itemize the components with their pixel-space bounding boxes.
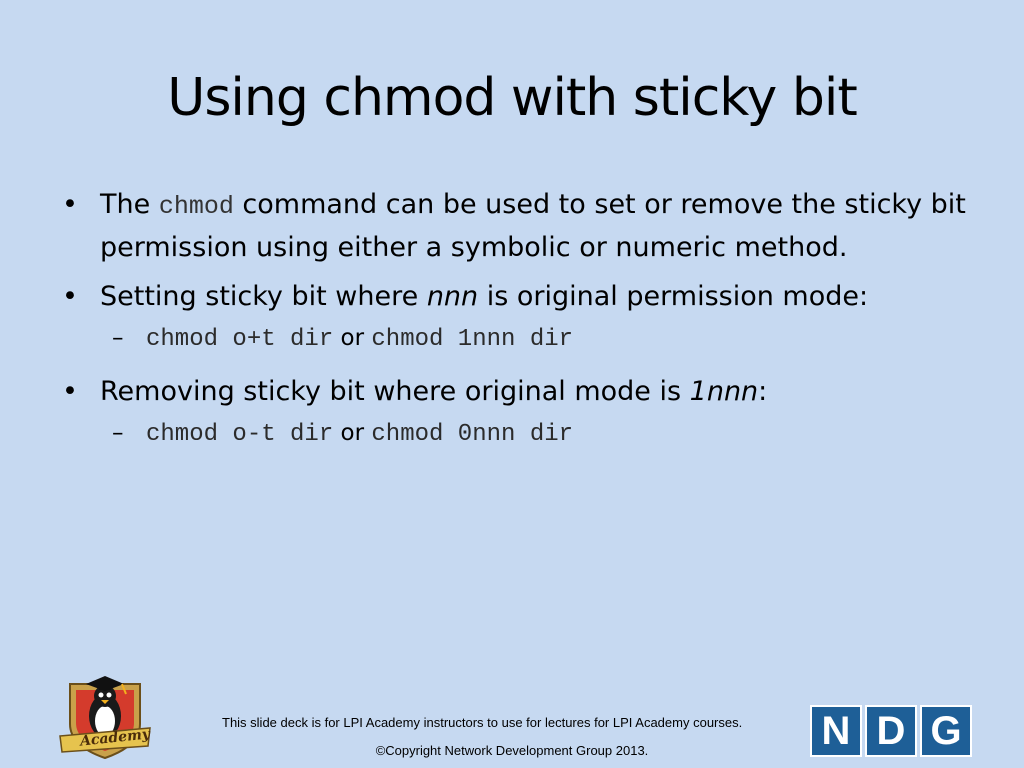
emphasis-text: nnn [426, 281, 479, 312]
code-chmod: chmod [158, 192, 234, 221]
ndg-letter-g: G [920, 705, 972, 757]
dash-marker: – [112, 420, 124, 446]
sub-bullet-setting [60, 321, 980, 357]
footer-copyright: ©Copyright Network Development Group 2013. [375, 743, 649, 758]
code-symbolic-remove: chmod o-t dir [146, 421, 334, 448]
footer-note: This slide deck is for LPI Academy instructors to use for lectures for LPI Academy courses. [222, 715, 743, 730]
bullet-dot: • [62, 376, 78, 407]
bullet-text: : [758, 376, 768, 407]
bullet-text: is original permission mode: [478, 281, 869, 312]
ndg-letter-d: D [865, 705, 917, 757]
bullet-text: command can be used to set or remove the sticky bit permission using either a symbolic or numeric method. [100, 189, 966, 263]
slide-title: Using chmod with sticky bit [167, 68, 857, 128]
or-text: or [333, 325, 372, 351]
bullet-dot: • [62, 281, 78, 312]
code-numeric-set: chmod 1nnn dir [371, 326, 574, 353]
bullet-item-2 [60, 276, 980, 317]
bullet-item-1 [60, 184, 980, 268]
ndg-logo [810, 705, 972, 757]
dash-marker: – [112, 325, 124, 351]
bullet-dot: • [62, 189, 78, 220]
emphasis-text: 1nnn [689, 376, 759, 407]
bullet-text: Removing sticky bit where original mode is [100, 376, 690, 407]
bullet-text: Setting sticky bit where [100, 281, 427, 312]
or-text: or [333, 420, 372, 446]
bullet-list [60, 184, 980, 466]
code-numeric-remove: chmod 0nnn dir [371, 421, 574, 448]
academy-logo-text: Academy [79, 726, 151, 750]
sub-bullet-removing [60, 416, 980, 452]
bullet-item-3 [60, 371, 980, 412]
ndg-letter-n: N [810, 705, 862, 757]
bullet-text: The [100, 189, 159, 220]
code-symbolic-set: chmod o+t dir [146, 326, 334, 353]
